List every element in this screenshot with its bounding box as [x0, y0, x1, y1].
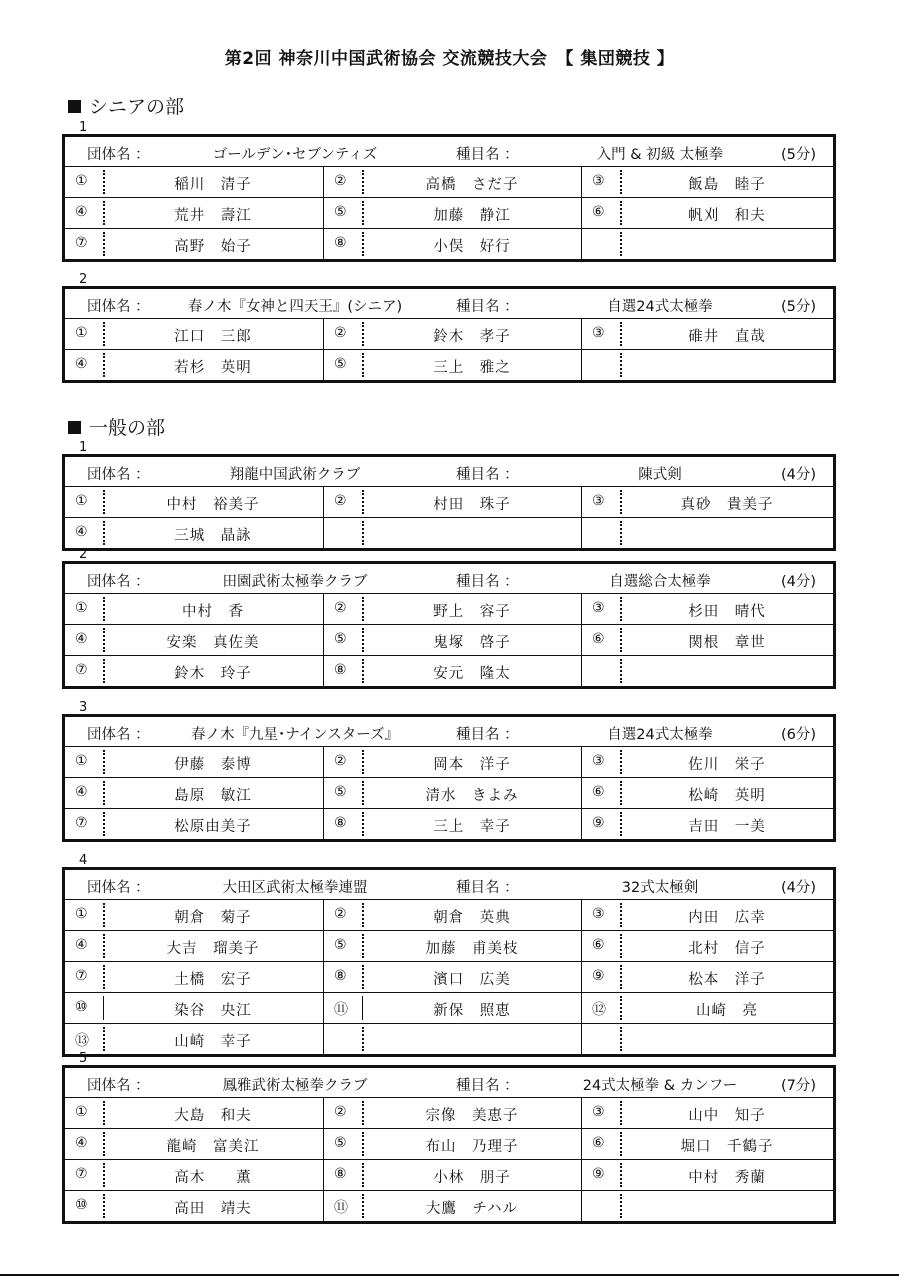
group-number: 5 [79, 1051, 88, 1066]
member-name: 龍崎 富美江 [166, 1139, 260, 1155]
member-name: 若杉 英明 [174, 360, 252, 376]
member-cell [581, 319, 834, 349]
member-name: 山中 知子 [688, 1108, 766, 1124]
member-cell [65, 993, 323, 1023]
member-cell [323, 931, 582, 961]
member-row [65, 656, 833, 686]
member-cell [581, 1160, 834, 1190]
member-row [65, 809, 833, 839]
member-name: 安楽 真佐美 [166, 635, 260, 651]
member-name: 村田 珠子 [433, 497, 511, 513]
member-number: ② [334, 173, 347, 189]
member-name: 染谷 央江 [174, 1003, 252, 1019]
member-number: ⑫ [592, 1002, 606, 1018]
event-label: 種目名 ： [456, 880, 519, 896]
member-cell [65, 962, 323, 992]
member-name: 松本 洋子 [688, 972, 766, 988]
member-cell [581, 1024, 834, 1054]
team-name: 田園武術太極拳クラブ [222, 574, 368, 590]
member-number: ⑤ [334, 1135, 347, 1151]
event-time: (4分) [781, 467, 817, 483]
member-name: 濱口 広美 [433, 972, 511, 988]
member-number: ① [75, 325, 88, 341]
member-row [65, 747, 833, 778]
member-cell [323, 1129, 582, 1159]
member-cell [323, 198, 582, 228]
member-number: ⑥ [592, 937, 605, 953]
member-cell [581, 350, 834, 380]
member-cell [65, 1160, 323, 1190]
member-number: ⑩ [75, 999, 88, 1015]
team-label: 団体名 ： [87, 299, 150, 315]
team-table [62, 454, 836, 551]
member-cell [323, 962, 582, 992]
team-name: 翔龍中国武術クラブ [229, 467, 361, 483]
team-table [62, 867, 836, 1057]
member-cell [323, 1160, 582, 1190]
member-name: 松崎 英明 [688, 788, 766, 804]
team-header [65, 870, 833, 900]
dotted-divider [620, 353, 622, 377]
member-number: ⑦ [75, 235, 88, 251]
member-number: ④ [75, 937, 88, 953]
member-number: ⑬ [75, 1033, 89, 1049]
dotted-divider [362, 521, 364, 545]
member-number: ② [334, 600, 347, 616]
event-name: 自選24式太極拳 [607, 727, 713, 743]
member-name: 野上 容子 [433, 604, 511, 620]
team-label: 団体名 ： [87, 574, 150, 590]
member-cell [581, 594, 834, 624]
member-row [65, 900, 833, 931]
member-cell [581, 1098, 834, 1128]
member-number: ⑧ [334, 235, 347, 251]
member-number: ① [75, 600, 88, 616]
member-number: ⑥ [592, 1135, 605, 1151]
member-cell [323, 900, 582, 930]
event-name: 24式太極拳 & カンフー [582, 1078, 738, 1094]
member-cell [323, 993, 582, 1023]
member-number: ② [334, 1104, 347, 1120]
member-name: 中村 秀蘭 [688, 1170, 766, 1186]
member-row [65, 1098, 833, 1129]
member-cell [65, 229, 323, 259]
event-time: (7分) [781, 1078, 817, 1094]
event-time: (5分) [781, 299, 817, 315]
member-cell [323, 594, 582, 624]
member-number: ① [75, 753, 88, 769]
member-number: ② [334, 906, 347, 922]
member-name: 鈴木 玲子 [174, 666, 252, 682]
member-cell [65, 319, 323, 349]
event-time: (4分) [781, 880, 817, 896]
document-title: 第2回 神奈川中国武術協会 交流競技大会 【 集団競技 】 [224, 49, 675, 69]
team-header [65, 564, 833, 594]
member-cell [581, 931, 834, 961]
event-time: (6分) [781, 727, 817, 743]
member-name: 北村 信子 [688, 941, 766, 957]
team-name: 鳳雅武術太極拳クラブ [222, 1078, 368, 1094]
team-label: 団体名 ： [87, 147, 150, 163]
member-number: ③ [592, 906, 605, 922]
group-number: 1 [79, 120, 88, 135]
member-number: ③ [592, 600, 605, 616]
member-name: 加藤 静江 [433, 208, 511, 224]
member-name: 荒井 壽江 [174, 208, 252, 224]
member-name: 布山 乃理子 [425, 1139, 519, 1155]
member-row [65, 931, 833, 962]
team-name: 春ノ木『九星･ナインスターズ』 [190, 727, 400, 743]
member-number: ⑧ [334, 968, 347, 984]
member-number: ⑪ [334, 1002, 348, 1018]
section-heading-senior [68, 92, 184, 119]
member-number: ⑨ [592, 968, 605, 984]
member-number: ④ [75, 356, 88, 372]
team-table [62, 134, 836, 262]
member-number: ⑦ [75, 968, 88, 984]
member-name: 中村 香 [182, 604, 244, 620]
team-label: 団体名 ： [87, 467, 150, 483]
member-name: 高田 靖夫 [174, 1201, 252, 1217]
event-label: 種目名 ： [456, 727, 519, 743]
member-row [65, 1024, 833, 1054]
member-row [65, 198, 833, 229]
member-cell [581, 962, 834, 992]
team-name: ゴールデン･セブンティズ [212, 147, 378, 163]
member-number: ⑦ [75, 815, 88, 831]
event-label: 種目名 ： [456, 147, 519, 163]
member-name: 中村 裕美子 [166, 497, 260, 513]
member-name: 飯島 睦子 [688, 177, 766, 193]
member-name: 内田 広幸 [688, 910, 766, 926]
event-label: 種目名 ： [456, 1078, 519, 1094]
group-number: 1 [79, 440, 88, 455]
member-name: 加藤 甫美枝 [425, 941, 519, 957]
member-name: 小林 朋子 [433, 1170, 511, 1186]
member-name: 清水 きよみ [425, 788, 519, 804]
member-cell [323, 625, 582, 655]
member-row [65, 518, 833, 548]
member-cell [581, 198, 834, 228]
member-name: 新保 照恵 [433, 1003, 511, 1019]
member-name: 堀口 千鶴子 [680, 1139, 774, 1155]
member-cell [323, 167, 582, 197]
member-cell [323, 319, 582, 349]
member-name: 高野 始子 [174, 239, 252, 255]
member-number: ⑤ [334, 204, 347, 220]
member-number: ⑦ [75, 1166, 88, 1182]
member-number: ④ [75, 784, 88, 800]
member-number: ③ [592, 325, 605, 341]
member-cell [65, 198, 323, 228]
member-number: ③ [592, 1104, 605, 1120]
member-cell [65, 594, 323, 624]
event-name: 入門 & 初級 太極拳 [596, 147, 724, 163]
square-bullet-icon [68, 100, 81, 113]
event-name: 自選総合太極拳 [609, 574, 711, 590]
member-name: 関根 章世 [688, 635, 766, 651]
member-cell [65, 900, 323, 930]
member-cell [323, 778, 582, 808]
dotted-divider [362, 1027, 364, 1051]
member-name: 岡本 洋子 [433, 757, 511, 773]
team-name: 春ノ木『女神と四天王』(シニア) [187, 299, 403, 315]
member-name: 山崎 亮 [696, 1003, 758, 1019]
member-cell [581, 625, 834, 655]
member-cell [65, 656, 323, 686]
member-row [65, 1129, 833, 1160]
member-number: ⑥ [592, 631, 605, 647]
group-number: 2 [79, 272, 88, 287]
member-number: ⑪ [334, 1200, 348, 1216]
member-number: ② [334, 325, 347, 341]
member-name: 朝倉 菊子 [174, 910, 252, 926]
member-number: ① [75, 173, 88, 189]
member-name: 朝倉 英典 [433, 910, 511, 926]
member-cell [581, 487, 834, 517]
dotted-divider [620, 521, 622, 545]
member-name: 三上 幸子 [433, 819, 511, 835]
member-number: ⑨ [592, 1166, 605, 1182]
team-label: 団体名 ： [87, 1078, 150, 1094]
event-label: 種目名 ： [456, 574, 519, 590]
page-bottom-rule [0, 1274, 899, 1276]
member-row [65, 167, 833, 198]
member-number: ② [334, 753, 347, 769]
member-name: 大島 和夫 [174, 1108, 252, 1124]
member-row [65, 229, 833, 259]
member-name: 宗像 美恵子 [425, 1108, 519, 1124]
member-number: ③ [592, 493, 605, 509]
event-time: (4分) [781, 574, 817, 590]
member-cell [323, 1098, 582, 1128]
member-name: 杉田 晴代 [688, 604, 766, 620]
member-row [65, 993, 833, 1024]
square-bullet-icon [68, 421, 81, 434]
dotted-divider [620, 1027, 622, 1051]
member-number: ④ [75, 524, 88, 540]
member-cell [581, 518, 834, 548]
member-cell [65, 931, 323, 961]
member-cell [65, 1191, 323, 1221]
member-row [65, 594, 833, 625]
member-cell [581, 809, 834, 839]
member-cell [581, 229, 834, 259]
member-name: 大吉 瑠美子 [166, 941, 260, 957]
group-number: 3 [79, 700, 88, 715]
member-cell [65, 778, 323, 808]
event-name: 陳式剣 [638, 467, 682, 483]
member-cell [65, 167, 323, 197]
member-name: 島原 敏江 [174, 788, 252, 804]
member-name: 山崎 幸子 [174, 1034, 252, 1050]
member-cell [65, 518, 323, 548]
member-cell [323, 487, 582, 517]
member-number: ⑨ [592, 815, 605, 831]
member-number: ① [75, 493, 88, 509]
member-number: ① [75, 906, 88, 922]
member-name: 伊藤 泰博 [174, 757, 252, 773]
member-cell [65, 625, 323, 655]
member-name: 鈴木 孝子 [433, 329, 511, 345]
member-cell [581, 1129, 834, 1159]
dotted-divider [620, 1194, 622, 1218]
event-name: 自選24式太極拳 [607, 299, 713, 315]
member-cell [323, 1024, 582, 1054]
team-header [65, 289, 833, 319]
team-header [65, 137, 833, 167]
member-number: ⑤ [334, 631, 347, 647]
member-name: 江口 三郎 [174, 329, 252, 345]
team-table [62, 286, 836, 383]
team-table [62, 561, 836, 689]
member-name: 三城 晶詠 [174, 528, 252, 544]
member-cell [65, 1098, 323, 1128]
member-cell [581, 778, 834, 808]
team-table [62, 714, 836, 842]
member-number: ⑧ [334, 1166, 347, 1182]
member-cell [323, 1191, 582, 1221]
dotted-divider [620, 232, 622, 256]
member-name: 帆刈 和夫 [688, 208, 766, 224]
member-name: 高木 薫 [174, 1170, 252, 1186]
member-name: 佐川 栄子 [688, 757, 766, 773]
member-number: ④ [75, 631, 88, 647]
member-row [65, 625, 833, 656]
member-row [65, 778, 833, 809]
member-row [65, 1191, 833, 1221]
member-name: 小俣 好行 [433, 239, 511, 255]
group-number: 2 [79, 547, 88, 562]
event-name: 32式太極剣 [621, 880, 699, 896]
team-label: 団体名 ： [87, 727, 150, 743]
member-number: ④ [75, 204, 88, 220]
member-cell [581, 1191, 834, 1221]
member-name: 土橋 宏子 [174, 972, 252, 988]
dotted-divider [620, 659, 622, 683]
member-cell [323, 350, 582, 380]
team-header [65, 1068, 833, 1098]
member-number: ⑤ [334, 356, 347, 372]
member-name: 大鷹 チハル [425, 1201, 519, 1217]
member-number: ③ [592, 173, 605, 189]
member-cell [581, 993, 834, 1023]
section-heading-text: 一般の部 [89, 417, 166, 439]
team-header [65, 717, 833, 747]
member-name: 松原由美子 [174, 819, 252, 835]
member-cell [581, 900, 834, 930]
member-cell [65, 350, 323, 380]
group-number: 4 [79, 853, 88, 868]
team-label: 団体名 ： [87, 880, 150, 896]
member-cell [323, 747, 582, 777]
member-cell [65, 747, 323, 777]
member-cell [65, 809, 323, 839]
member-number: ⑧ [334, 662, 347, 678]
member-cell [65, 1024, 323, 1054]
member-name: 碓井 直哉 [688, 329, 766, 345]
event-time: (5分) [781, 147, 817, 163]
member-number: ⑤ [334, 937, 347, 953]
member-name: 稲川 清子 [174, 177, 252, 193]
member-cell [65, 487, 323, 517]
member-row [65, 962, 833, 993]
member-number: ⑩ [75, 1197, 88, 1213]
member-number: ⑧ [334, 815, 347, 831]
member-number: ⑦ [75, 662, 88, 678]
member-number: ③ [592, 753, 605, 769]
member-name: 吉田 一美 [688, 819, 766, 835]
member-cell [581, 167, 834, 197]
member-name: 安元 隆太 [433, 666, 511, 682]
member-number: ⑤ [334, 784, 347, 800]
member-number: ① [75, 1104, 88, 1120]
member-number: ⑥ [592, 204, 605, 220]
member-cell [323, 809, 582, 839]
member-cell [323, 229, 582, 259]
member-name: 真砂 貴美子 [680, 497, 774, 513]
member-row [65, 1160, 833, 1191]
team-table [62, 1065, 836, 1224]
event-label: 種目名 ： [456, 299, 519, 315]
member-number: ⑥ [592, 784, 605, 800]
member-cell [323, 656, 582, 686]
team-header [65, 457, 833, 487]
member-number: ② [334, 493, 347, 509]
member-cell [323, 518, 582, 548]
team-name: 大田区武術太極拳連盟 [222, 880, 368, 896]
member-name: 鬼塚 啓子 [433, 635, 511, 651]
member-cell [65, 1129, 323, 1159]
member-number: ④ [75, 1135, 88, 1151]
section-heading-general [68, 413, 165, 440]
member-row [65, 319, 833, 350]
section-heading-text: シニアの部 [89, 96, 185, 118]
member-name: 三上 雅之 [433, 360, 511, 376]
member-cell [581, 747, 834, 777]
event-label: 種目名 ： [456, 467, 519, 483]
member-row [65, 350, 833, 380]
member-cell [581, 656, 834, 686]
member-name: 高橋 さだ子 [425, 177, 519, 193]
member-row [65, 487, 833, 518]
